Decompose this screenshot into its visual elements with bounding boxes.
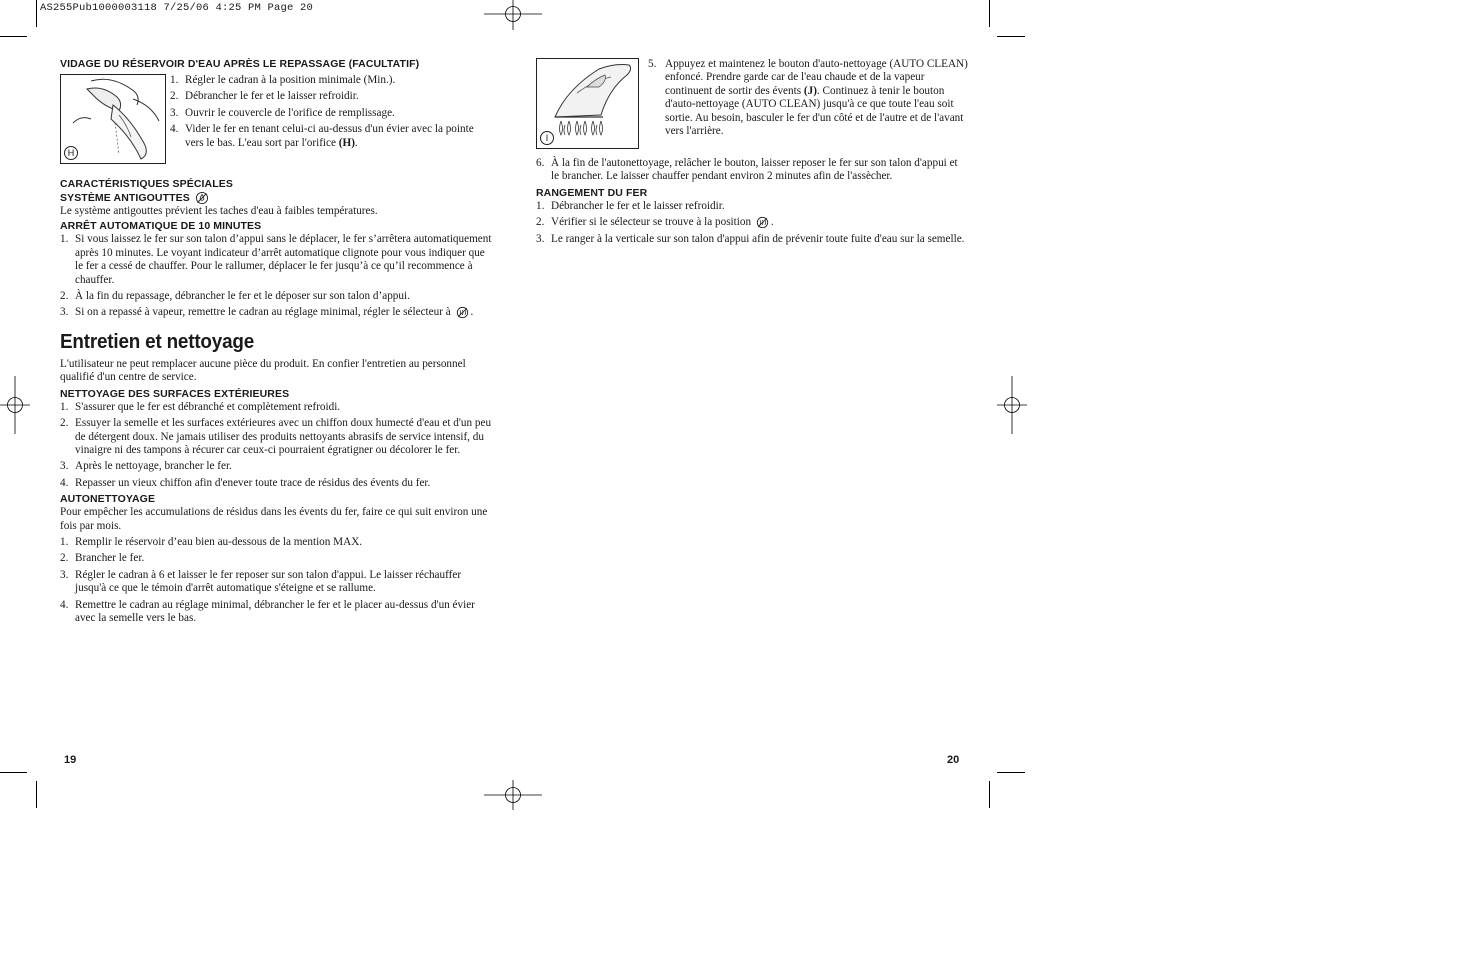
exterior-steps bbox=[60, 401, 492, 490]
crop-mark bbox=[0, 36, 27, 37]
crop-mark bbox=[0, 772, 27, 773]
page-number-right: 20 bbox=[947, 754, 960, 766]
list-item: 1. Remplir le réservoir d’eau bien au-dessous de la mention MAX. bbox=[60, 535, 363, 548]
list-item: 3. Ouvrir le couvercle de l'orifice de remplissage. bbox=[170, 106, 395, 119]
page-number-left: 19 bbox=[64, 754, 77, 766]
crop-mark bbox=[36, 0, 37, 27]
list-item: 2. Brancher le fer. bbox=[60, 552, 145, 565]
list-item: 2. Débrancher le fer et le laisser refroidir. bbox=[170, 90, 359, 103]
list-item: 3. Le ranger à la verticale sur son talon d'appui afin de prévenir toute fuite d'eau sur la semelle. bbox=[536, 232, 965, 245]
figure-h-label: H bbox=[64, 146, 78, 160]
figure-i-label: I bbox=[540, 131, 554, 145]
registration-mark bbox=[484, 780, 542, 810]
selfclean-title: AUTONETTOYAGE bbox=[60, 493, 156, 506]
drain-title: VIDAGE DU RÉSERVOIR D'EAU APRÈS LE REPASSAGE (FACULTATIF) bbox=[60, 58, 420, 70]
selfclean-continued bbox=[536, 58, 968, 149]
list-item: 5. Appuyez et maintenez le bouton d'auto-nettoyage (AUTO CLEAN) enfoncé. Prendre garde car de l'eau chaude et de la vapeur continuent de sortir des évents (J). Continuez à tenir le bouton d'auto-nettoyage (AUTO CLEAN) jusqu'à ce que toute l'eau soit sortie. Au besoin, basculer le fer d'un côté et de l'autre et de l'avant vers l'arrière. bbox=[648, 58, 968, 138]
autooff-title: ARRÊT AUTOMATIQUE DE 10 MINUTES bbox=[60, 220, 262, 233]
no-steam-icon bbox=[456, 306, 469, 319]
care-intro: L'utilisateur ne peut remplacer aucune pièce du produit. En confier l'entretien au personnel qualifié d'un centre de service. bbox=[60, 357, 466, 384]
crop-mark bbox=[997, 36, 1025, 37]
list-item: 4. Repasser un vieux chiffon afin d'enever toute trace de résidus des évents du fer. bbox=[60, 476, 431, 489]
page-19-column bbox=[60, 58, 492, 628]
autooff-steps bbox=[60, 233, 492, 320]
figure-i-iron-steam bbox=[536, 58, 639, 149]
antidrip-icon bbox=[195, 191, 209, 205]
antidrip-text: Le système antigouttes prévient les taches d'eau à faibles températures. bbox=[60, 205, 378, 217]
no-steam-icon bbox=[756, 216, 769, 229]
list-item: 4. Vider le fer en tenant celui-ci au-dessus d'un évier avec la pointe vers le bas. L'eau sort par l'orifice (H). bbox=[170, 123, 474, 149]
crop-mark bbox=[989, 781, 990, 808]
registration-mark bbox=[0, 376, 30, 434]
storage-title: RANGEMENT DU FER bbox=[536, 186, 648, 199]
selfclean-step-5 bbox=[648, 58, 968, 149]
list-item: 3. Si on a repassé à vapeur, remettre le cadran au réglage minimal, régler le sélecteur à . bbox=[60, 306, 474, 319]
selfclean-intro: Pour empêcher les accumulations de résidus dans les évents du fer, faire ce qui suit environ une fois par mois. bbox=[60, 506, 488, 532]
list-item: 1. Débrancher le fer et le laisser refroidir. bbox=[536, 199, 725, 212]
print-slug: AS255Pub1000003118 7/25/06 4:25 PM Page 20 bbox=[40, 2, 314, 14]
list-item: 4. Remettre le cadran au réglage minimal, débrancher le fer et le placer au-dessus d'un évier avec la semelle vers le bas. bbox=[60, 598, 475, 625]
registration-mark bbox=[484, 0, 542, 30]
drain-steps bbox=[170, 71, 492, 164]
drain-section bbox=[60, 71, 492, 164]
crop-mark bbox=[989, 0, 990, 27]
list-item: 2. Essuyer la semelle et les surfaces extérieures avec un chiffon doux humecté d'eau et d'un peu de détergent doux. Ne jamais utiliser des produits nettoyants abrasifs de service intensif, du vinaigre ni des tampons à récurer car ceux-ci pourraient égratigner ou décolorer le fer. bbox=[60, 417, 492, 456]
list-item: 1. Si vous laissez le fer sur son talon d’appui sans le déplacer, le fer s’arrêtera automatiquement après 10 minutes. Le voyant indicateur d’arrêt automatique clignote pour vous indiquer que le fer a cessé de chauffer. Pour le rallumer, déplacer le fer jusqu’à ce qu’il recommence à chauffer. bbox=[60, 233, 492, 286]
list-item: 1. Régler le cadran à la position minimale (Min.). bbox=[170, 74, 396, 86]
page-20-column bbox=[536, 58, 968, 249]
list-item: 2. À la fin du repassage, débrancher le fer et le déposer sur son talon d’appui. bbox=[60, 290, 410, 303]
special-features-title: CARACTÉRISTIQUES SPÉCIALES bbox=[60, 178, 233, 190]
registration-mark bbox=[997, 376, 1027, 434]
selfclean-steps bbox=[60, 536, 492, 625]
selfclean-step-6 bbox=[536, 157, 968, 184]
antidrip-title: SYSTÈME ANTIGOUTTES bbox=[60, 191, 492, 205]
crop-mark bbox=[36, 781, 37, 808]
figure-h-iron-drain bbox=[60, 74, 166, 164]
list-item: 3. Régler le cadran à 6 et laisser le fer reposer sur son talon d'appui. Le laisser réchauffer jusqu'à ce que le témoin d'arrêt automatique s'éteigne et se rallume. bbox=[60, 568, 462, 595]
list-item: 3. Après le nettoyage, brancher le fer. bbox=[60, 460, 232, 473]
list-item: 6. À la fin de l'autonettoyage, relâcher le bouton, laisser reposer le fer sur son talon d'appui et le brancher. Le laisser chauffer pendant environ 2 minutes afin de l'assècher. bbox=[536, 157, 958, 183]
crop-mark bbox=[997, 772, 1025, 773]
list-item: 2. Vérifier si le sélecteur se trouve à la position . bbox=[536, 216, 774, 229]
list-item: 1. S'assurer que le fer est débranché et complètement refroidi. bbox=[60, 400, 341, 413]
care-heading: Entretien et nettoyage bbox=[60, 329, 255, 353]
storage-steps bbox=[536, 200, 968, 246]
exterior-title: NETTOYAGE DES SURFACES EXTÉRIEURES bbox=[60, 387, 290, 400]
